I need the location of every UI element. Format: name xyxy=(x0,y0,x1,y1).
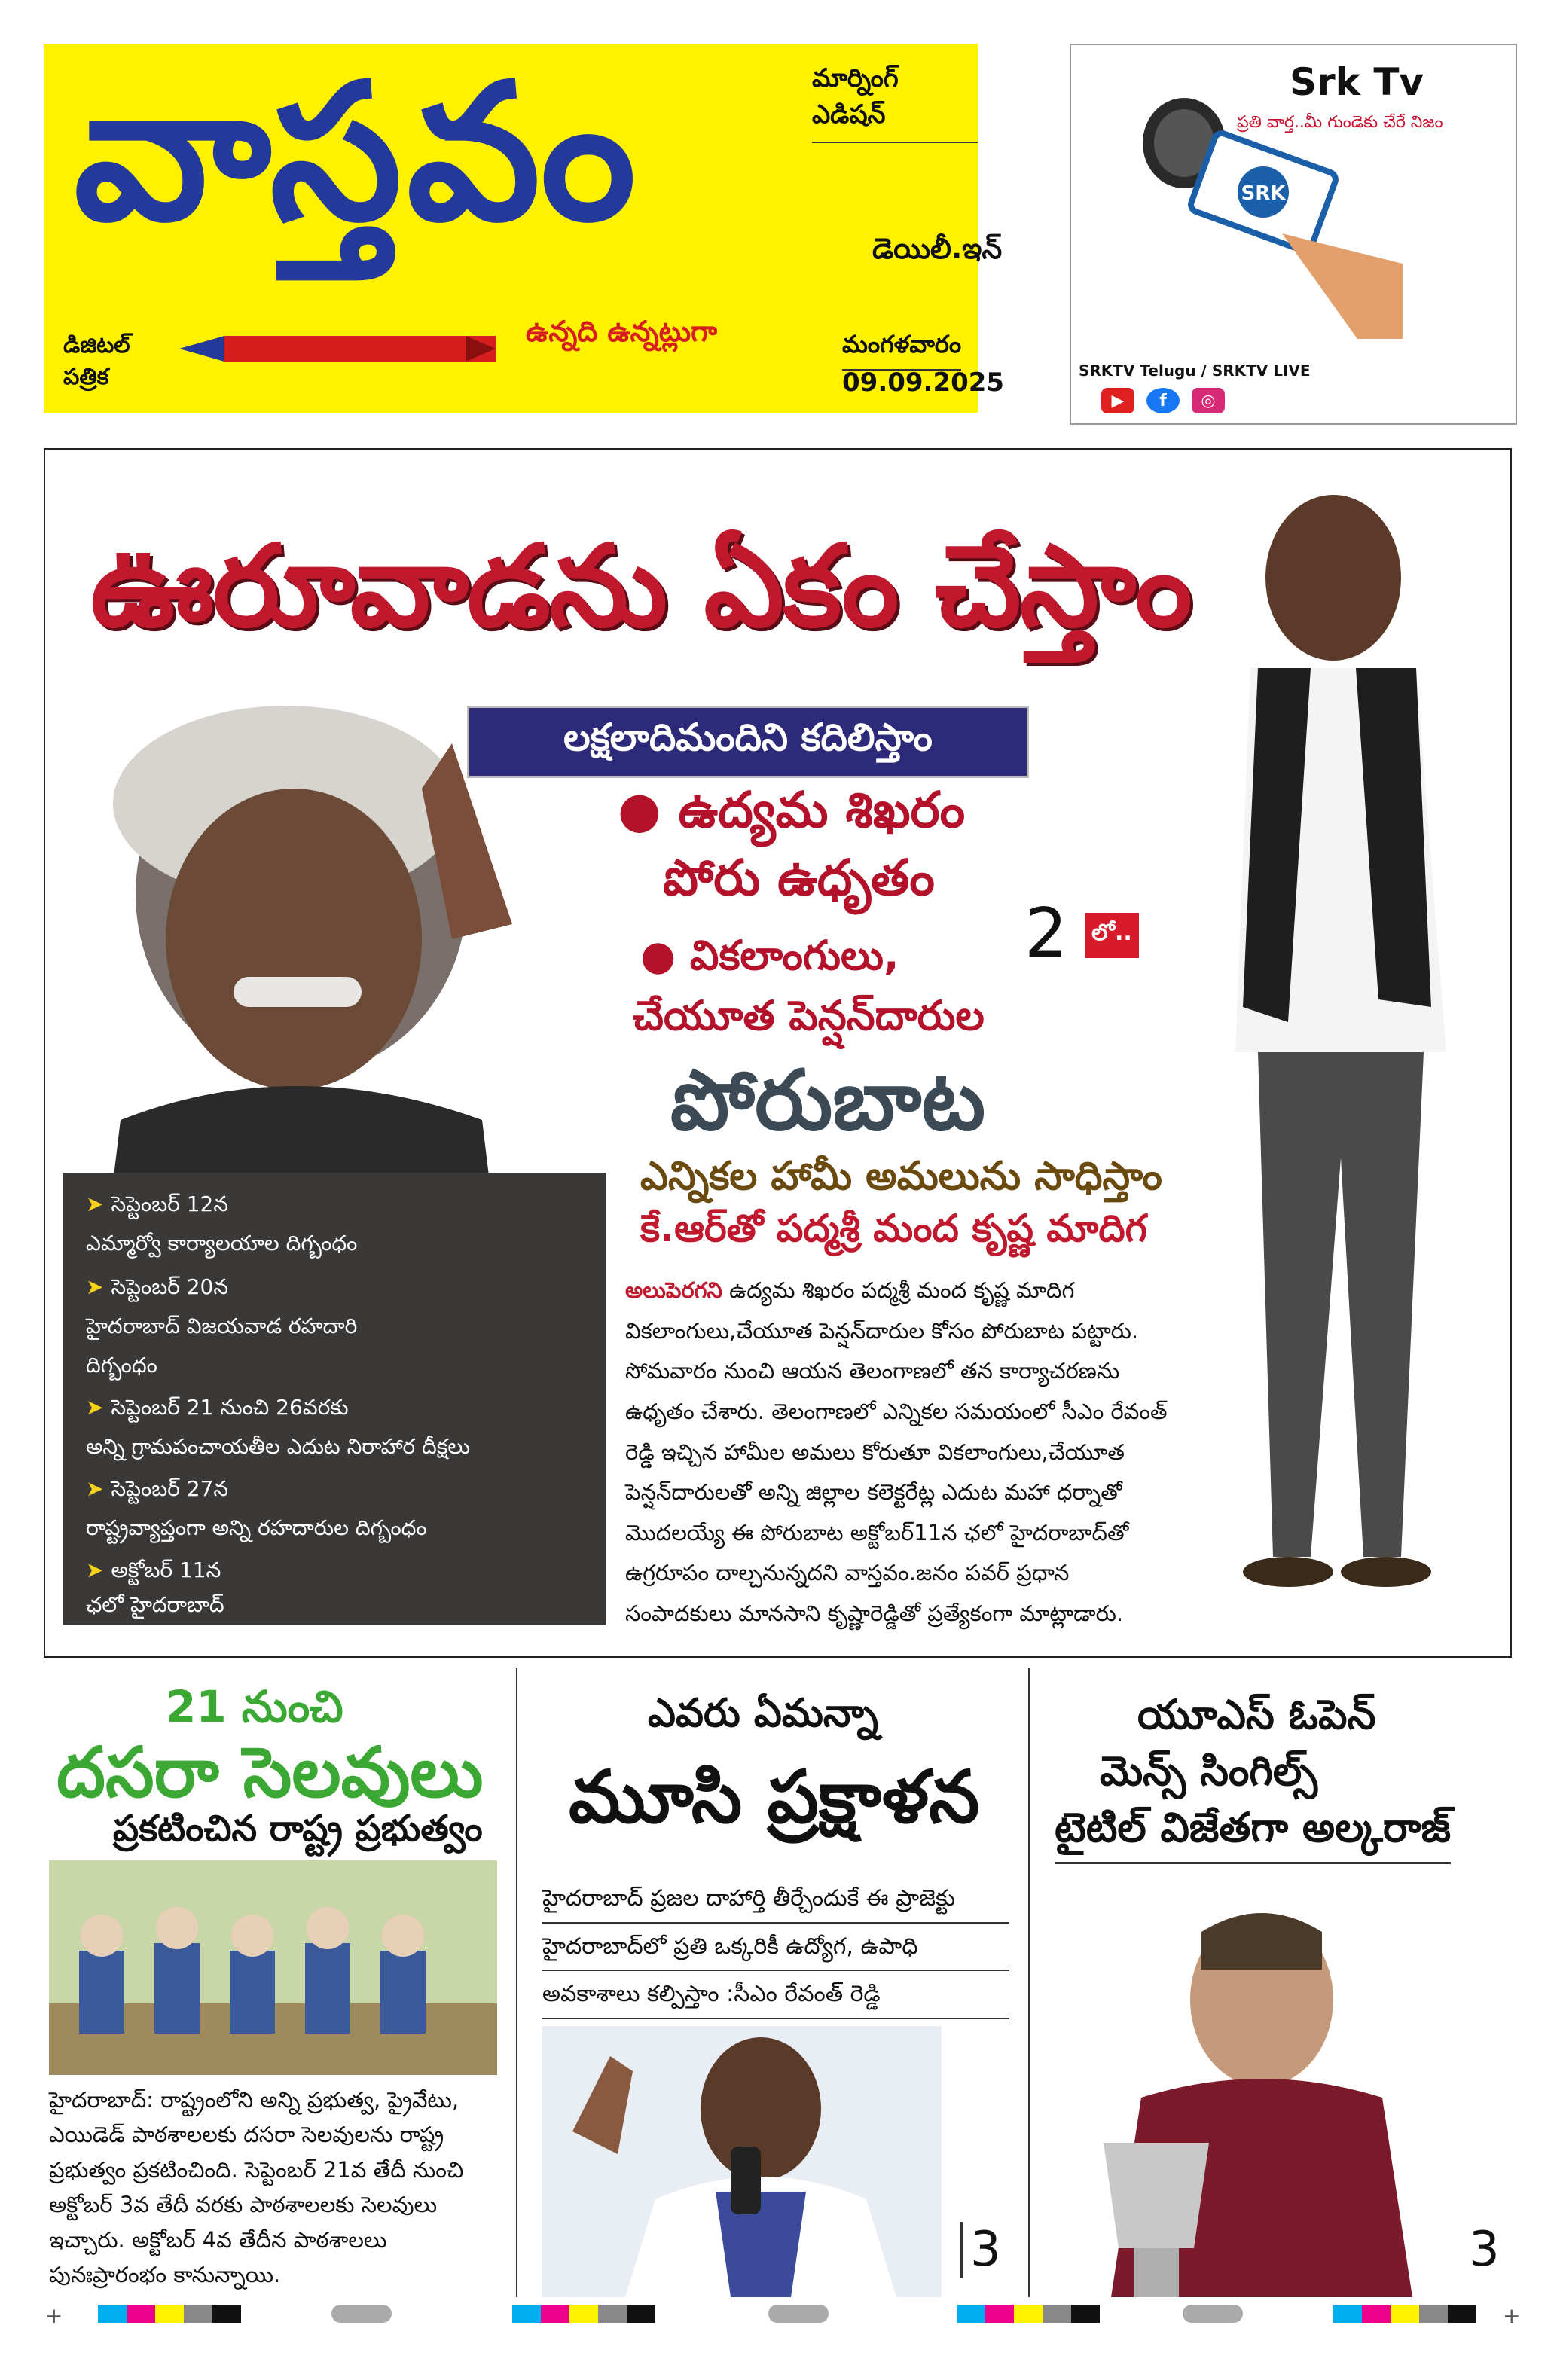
main-story-text xyxy=(625,1271,1168,1634)
schoolchildren-photo xyxy=(49,1860,497,2075)
tagline: ఉన్నది ఉన్నట్లుగా xyxy=(526,315,718,348)
line1-text: ఉద్యమ శిఖరం xyxy=(678,781,966,839)
schedule-date-5: ➤ అక్టోబర్ 11న xyxy=(86,1558,221,1582)
day-label: మంగళవారం xyxy=(842,330,961,371)
line3-text: వికలాంగులు, xyxy=(689,932,899,979)
bullet-line-4: చేయూత పెన్షన్‌దారుల xyxy=(633,992,985,1039)
gray-bar xyxy=(768,2305,829,2323)
digital-edition-label xyxy=(63,330,130,393)
schedule-event-5: ఛలో హైదరాబాద్ xyxy=(86,1592,224,1617)
musi-page-ref[interactable]: 3 xyxy=(960,2222,1001,2278)
main-story-frame xyxy=(44,448,1512,1658)
srk-tv-advertisement xyxy=(1070,44,1517,425)
crop-mark-icon: + xyxy=(1503,2303,1521,2328)
musi-headline: మూసి ప్రక్షాళన xyxy=(569,1755,980,1839)
interview-line: కే.ఆర్‌తో పద్మశ్రీ మంద కృష్ణ మాదిగ xyxy=(640,1207,1147,1250)
usopen-page-ref[interactable]: 3 xyxy=(1469,2222,1500,2278)
column-divider xyxy=(1028,1668,1030,2297)
dasara-subheadline: ప్రకటించిన రాష్ట్ర ప్రభుత్వం xyxy=(113,1808,483,1850)
schedule-event-4: రాష్ట్రవ్యాప్తంగా అన్ని రహదారుల దిగ్బంధం xyxy=(86,1515,427,1540)
sub-banner: లక్షలాదిమందిని కదిలిస్తాం xyxy=(467,706,1029,778)
musi-kicker: ఎవరు ఏమన్నా xyxy=(648,1691,878,1736)
schedule-event-3: అన్ని గ్రామపంచాయతీల ఎదుట నిరాహార దీక్షలు xyxy=(86,1434,470,1459)
bullet-line-1: ● ఉద్యమ శిఖరం xyxy=(618,781,966,839)
musi-subhead-3: అవకాశాలు కల్పిస్తాం :సీఎం రేవంత్ రెడ్డి xyxy=(542,1971,1009,2019)
color-bar xyxy=(1333,2305,1476,2323)
musi-subhead-2: హైదరాబాద్‌లో ప్రతి ఒక్కరికీ ఉద్యోగ, ఉపాధి xyxy=(542,1924,1009,1972)
porubata-title: పోరుబాట xyxy=(670,1052,986,1149)
ad-subtitle: ప్రతి వార్త..మీ గుండెకు చేరే నిజం xyxy=(1237,113,1443,132)
ad-title: Srk Tv xyxy=(1290,60,1424,104)
bullet-line-2: పోరు ఉధృతం xyxy=(663,849,935,907)
newspaper-logo: వాస్తవం xyxy=(74,43,641,262)
color-bar xyxy=(512,2305,655,2323)
dasara-story-text: హైదరాబాద్: రాష్ట్రంలోని అన్ని ప్రభుత్వ, ప్రైవేటు, ఎయిడెడ్ పాఠశాలలకు దసరా సెలవులను రాష్ట్ర ప్రభుత్వం ప్రకటించింది. సెప్టెంబర్ 21వ తేదీ నుంచి అక్టోబర్ 3వ తేదీ వరకు పాఠశాలలకు సెలవులు ఇచ్చారు. అక్టోబర్ 4వ తేదీన పాఠశాలలు పునఃప్రారంభం కానున్నాయి. xyxy=(49,2087,464,2287)
edition-label: మార్నింగ్ ఎడిషన్ xyxy=(812,63,978,143)
arrow-icon: ➤ xyxy=(86,1558,104,1582)
ad-handles: SRKTV Telugu / SRKTV LIVE xyxy=(1079,362,1311,380)
usopen-headline: టైటిల్ విజేతగా అల్కరాజ్ xyxy=(1055,1804,1451,1864)
schedule-date-4: ➤ సెప్టెంబర్ 27న xyxy=(86,1476,229,1501)
usopen-line-2: మెన్స్ సింగిల్స్ xyxy=(1100,1747,1318,1795)
schedule-date-1: ➤ సెప్టెంబర్ 12న xyxy=(86,1192,229,1216)
usopen-kicker: యూఎస్ ఓపెన్ xyxy=(1137,1691,1376,1738)
musi-subheads xyxy=(542,1875,1009,2019)
schedule-date-3: ➤ సెప్టెంబర్ 21 నుంచి 26వరకు xyxy=(86,1395,349,1420)
alcaraz-photo xyxy=(1036,1887,1450,2297)
schedule-event-2b: దిగ్బంధం xyxy=(86,1353,157,1378)
website-label: డెయిలీ.ఇన్ xyxy=(872,232,1003,265)
facebook-icon[interactable]: f xyxy=(1146,388,1180,413)
leader-photo xyxy=(1175,480,1507,1625)
promise-line: ఎన్నికల హామీ అమలును సాధిస్తాం xyxy=(640,1154,1162,1199)
gray-bar xyxy=(331,2305,392,2323)
arrow-icon: ➤ xyxy=(86,1192,104,1216)
instagram-icon[interactable]: ◎ xyxy=(1192,388,1225,413)
bullet-line-3: ● వికలాంగులు, xyxy=(640,932,899,979)
musi-subhead-1: హైదరాబాద్ ప్రజల దాహార్తి తీర్చేందుకే ఈ ప్రాజెక్టు xyxy=(542,1875,1009,1924)
arrow-icon: ➤ xyxy=(86,1476,104,1501)
microphone-icon xyxy=(1131,90,1403,339)
digital-label-2: పత్రిక xyxy=(63,364,109,390)
schedule-box xyxy=(63,1173,606,1625)
arrow-icon: ➤ xyxy=(86,1274,104,1299)
date-label: 09.09.2025 xyxy=(842,368,1005,398)
story-body: ఉద్యమ శిఖరం పద్మశ్రీ మంద కృష్ణ మాదిగ వికలాంగులు,చేయూత పెన్షన్‌దారుల కోసం పోరుబాట పట్టారు. సోమవారం నుంచి ఆయన తెలంగాణలో తన కార్యాచరణను ఉధృతం చేశారు. తెలంగాణలో ఎన్నికల సమయంలో సీఎం రేవంత్ రెడ్డి ఇచ్చిన హామీల అమలు కోరుతూ వికలాంగులు,చేయూత పెన్షన్‌దారులతో అన్ని జిల్లాల కలెక్టరేట్ల ఎదుట మహా ధర్నాతో మొదలయ్యే ఈ పోరుబాట అక్టోబర్11న ఛలో హైదరాబాద్‌తో ఉగ్రరూపం దాల్చనున్నదని వాస్తవం.జనం పవర్ ప్రధాన సంపాదకులు మానసాని కృష్ణారెడ్డితో ప్రత్యేకంగా మాట్లాడారు. xyxy=(625,1277,1168,1627)
pen-nib-icon xyxy=(179,330,496,368)
column-divider xyxy=(516,1668,517,2297)
color-bar xyxy=(98,2305,241,2323)
main-headline: ఊరూవాడను ఏకం చేస్తాం xyxy=(90,521,1191,652)
color-bar xyxy=(957,2305,1100,2323)
schedule-event-1: ఎమ్మార్వో కార్యాలయాల దిగ్బంధం xyxy=(86,1231,358,1256)
page-ref-badge[interactable]: లో.. xyxy=(1085,913,1139,958)
masthead xyxy=(44,43,1005,413)
story-lead: అలుపెరగని xyxy=(625,1277,722,1303)
crop-mark-icon: + xyxy=(45,2303,63,2328)
schedule-date-2: ➤ సెప్టెంబర్ 20న xyxy=(86,1274,229,1299)
dasara-headline: దసరా సెలవులు xyxy=(56,1732,484,1813)
mic-label: SRK xyxy=(1241,182,1286,205)
digital-label-1: డిజిటల్ xyxy=(63,332,130,359)
gray-bar xyxy=(1183,2305,1243,2323)
chief-minister-photo xyxy=(542,2026,942,2297)
page-ref-number[interactable]: 2 xyxy=(1024,894,1068,973)
youtube-icon[interactable]: ▶ xyxy=(1101,388,1134,413)
arrow-icon: ➤ xyxy=(86,1395,104,1420)
dasara-kicker: 21 నుంచి xyxy=(166,1681,343,1732)
schedule-event-2: హైదరాబాద్ విజయవాడ రహదారి xyxy=(86,1314,358,1338)
